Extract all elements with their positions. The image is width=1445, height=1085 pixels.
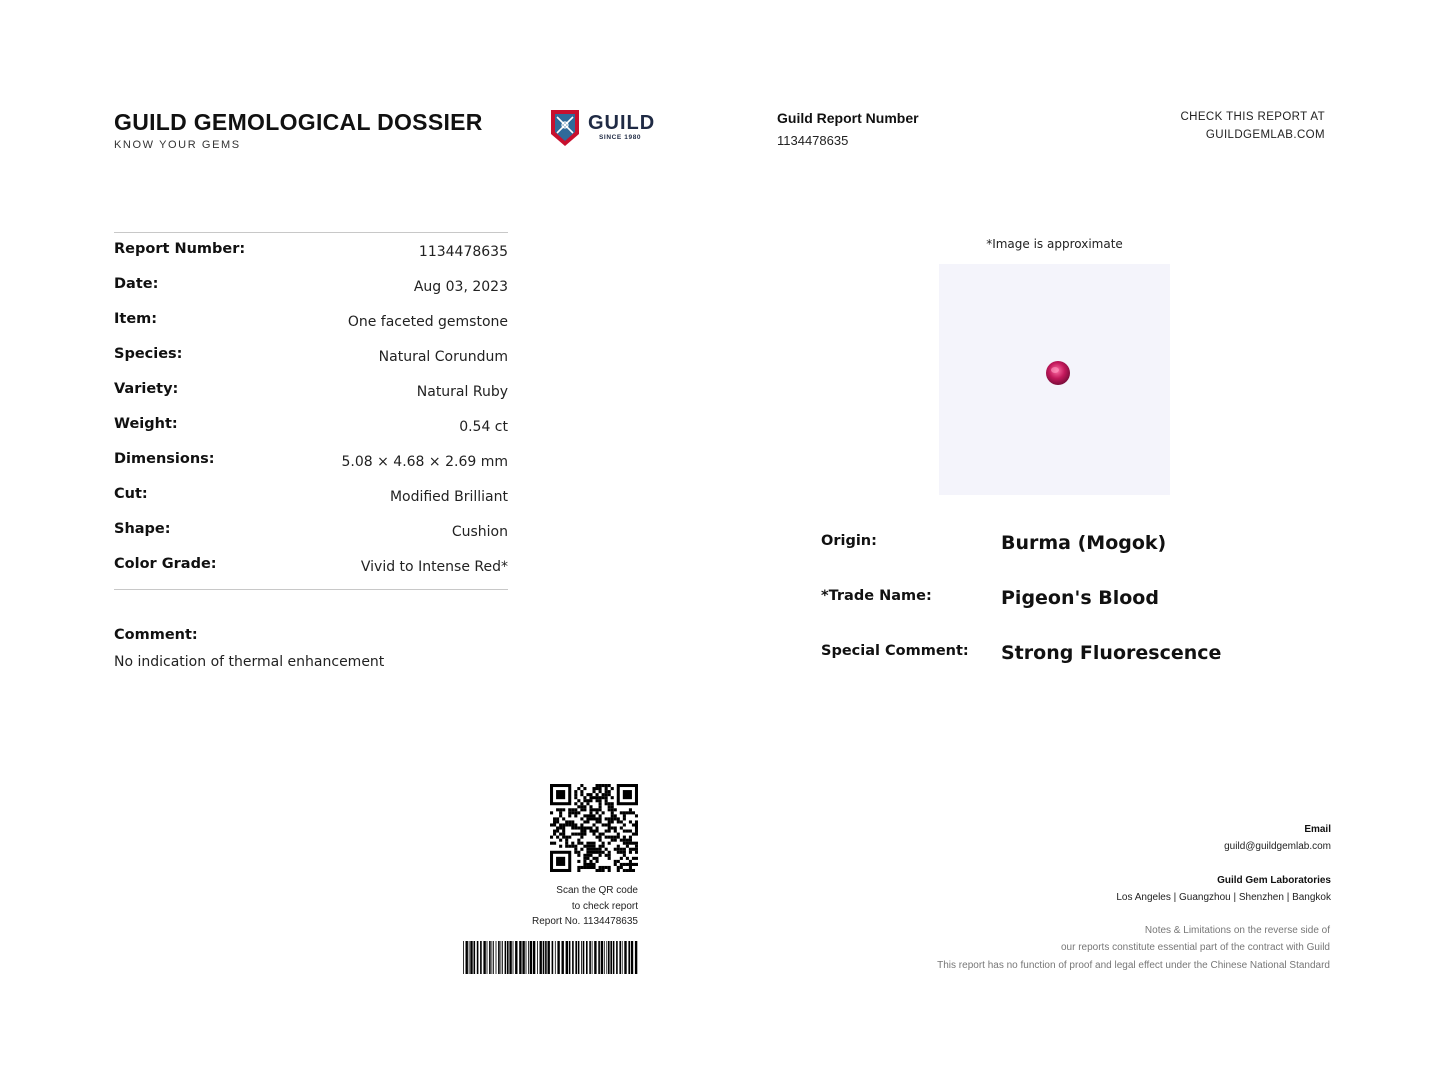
document-tagline: KNOW YOUR GEMS — [114, 139, 241, 151]
notes-line2: our reports constitute essential part of the contract with Guild — [1060, 942, 1330, 953]
spec-label: Dimensions: — [114, 451, 215, 467]
spec-label: Item: — [114, 311, 158, 327]
spec-value: Vivid to Intense Red* — [360, 559, 508, 575]
origin-label: Origin: — [821, 533, 877, 549]
spec-label: Variety: — [114, 381, 179, 397]
spec-label: Cut: — [114, 486, 148, 502]
spec-row-shape — [114, 521, 508, 556]
notes-line3: This report has no function of proof and legal effect under the Chinese National Standard — [937, 960, 1330, 971]
spec-row-item — [114, 311, 508, 346]
trade-name-label: *Trade Name: — [821, 588, 932, 604]
lab-name: Guild Gem Laboratories — [1217, 875, 1331, 886]
spec-label: Report Number: — [114, 241, 246, 257]
report-number-value: 1134478635 — [777, 133, 849, 148]
spec-value: Modified Brilliant — [389, 489, 508, 505]
qr-report-number: Report No. 1134478635 — [531, 916, 638, 927]
check-report-link[interactable]: GUILDGEMLAB.COM — [1205, 129, 1325, 141]
trade-name-value: Pigeon's Blood — [1001, 587, 1159, 609]
spec-value: Natural Ruby — [416, 384, 508, 400]
spec-table — [114, 241, 508, 591]
spec-row-date — [114, 276, 508, 311]
spec-label: Weight: — [114, 416, 178, 432]
barcode-icon — [463, 941, 638, 974]
spec-value: 5.08 × 4.68 × 2.69 mm — [341, 454, 508, 470]
image-note: *Image is approximate — [986, 237, 1123, 251]
special-comment-label: Special Comment: — [821, 643, 969, 659]
spec-row-weight — [114, 416, 508, 451]
ruby-gem-icon — [939, 264, 1170, 495]
document-title: GUILD GEMOLOGICAL DOSSIER — [114, 109, 483, 135]
qr-code-icon[interactable] — [550, 784, 638, 872]
spec-row-variety — [114, 381, 508, 416]
notes-line1: Notes & Limitations on the reverse side of — [1144, 925, 1330, 936]
logo-since: SINCE 1980 — [599, 134, 642, 141]
logo-wordmark: GUILD — [588, 112, 656, 134]
spec-row-report-number — [114, 241, 508, 276]
spec-value: Cushion — [451, 524, 508, 540]
spec-row-cut — [114, 486, 508, 521]
spec-value: One faceted gemstone — [347, 314, 508, 330]
report-number-label: Guild Report Number — [777, 110, 919, 126]
spec-label: Date: — [114, 276, 159, 292]
spec-row-color-grade — [114, 556, 508, 591]
spec-value: 1134478635 — [418, 244, 508, 260]
spec-table-top-divider — [114, 232, 508, 233]
email-label: Email — [1304, 824, 1331, 835]
spec-value: Natural Corundum — [378, 349, 508, 365]
email-link[interactable]: guild@guildgemlab.com — [1224, 841, 1331, 852]
spec-value: Aug 03, 2023 — [413, 279, 508, 295]
gem-photo — [939, 264, 1170, 495]
spec-label: Shape: — [114, 521, 171, 537]
qr-instruction-line2: to check report — [571, 901, 638, 912]
qr-instruction-line1: Scan the QR code — [556, 885, 638, 896]
comment-label: Comment: — [114, 627, 198, 643]
lab-locations: Los Angeles | Guangzhou | Shenzhen | Bangkok — [1116, 892, 1331, 903]
spec-table-bottom-divider — [114, 589, 508, 590]
spec-row-dimensions — [114, 451, 508, 486]
spec-row-species — [114, 346, 508, 381]
origin-value: Burma (Mogok) — [1001, 532, 1167, 554]
special-comment-value: Strong Fluorescence — [1001, 642, 1222, 664]
spec-value: 0.54 ct — [459, 419, 508, 435]
comment-text: No indication of thermal enhancement — [114, 654, 385, 670]
spec-label: Species: — [114, 346, 183, 362]
check-report-line1: CHECK THIS REPORT AT — [1180, 111, 1325, 123]
spec-label: Color Grade: — [114, 556, 217, 572]
